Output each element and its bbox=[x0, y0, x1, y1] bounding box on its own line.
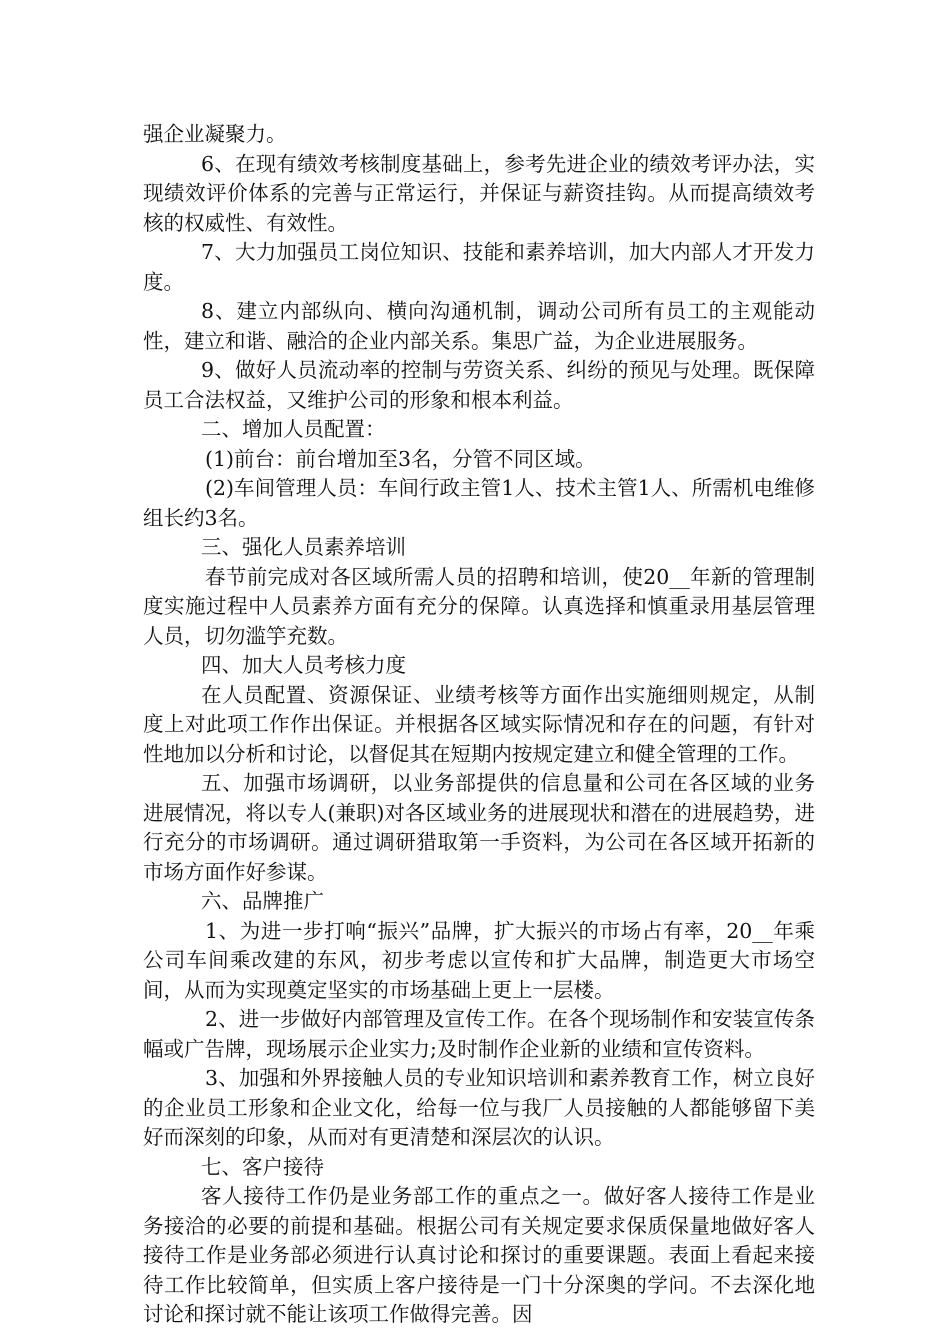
paragraph-market-research: 五、加强市场调研，以业务部提供的信息量和公司在各区域的业务进展情况，将以专人(兼职)对各区域业务的进展现状和潜在的进展趋势，进行充分的市场调研。通过调研猎取第一手资料，为公司在各区域开拓新的市场方面作好参谋。 bbox=[143, 771, 815, 884]
section-heading-6: 六、品牌推广 bbox=[201, 889, 324, 913]
paragraph-item-6: 6、在现有绩效考核制度基础上，参考先进企业的绩效考评办法，实现绩效评价体系的完善与正常运行，并保证与薪资挂钩。从而提高绩效考核的权威性、有效性。 bbox=[143, 151, 815, 235]
section-heading-2: 二、增加人员配置： bbox=[201, 417, 386, 441]
paragraph-brand-2: 2、进一步做好内部管理及宣传工作。在各个现场制作和安装宣传条幅或广告牌，现场展示企业实力;及时制作企业新的业绩和宣传资料。 bbox=[143, 1007, 815, 1061]
paragraph-assessment: 在人员配置、资源保证、业绩考核等方面作出实施细则规定，从制度上对此项工作作出保证。并根据各区域实际情况和存在的问题，有针对性地加以分析和讨论，以督促其在短期内按规定建立和健全管理的工作。 bbox=[143, 682, 815, 766]
paragraph-continuation: 强企业凝聚力。 bbox=[143, 122, 287, 146]
section-heading-4: 四、加大人员考核力度 bbox=[201, 653, 406, 677]
section-heading-7: 七、客户接待 bbox=[201, 1154, 324, 1179]
paragraph-item-7: 7、大力加强员工岗位知识、技能和素养培训，加大内部人才开发力度。 bbox=[143, 240, 815, 294]
paragraph-brand-1: 1、为进一步打响“振兴”品牌，扩大振兴的市场占有率，20__年乘公司车间乘改建的东风，初步考虑以宣传和扩大品牌，制造更大市场空间，从而为实现奠定坚实的市场基础上更上一层楼。 bbox=[143, 918, 815, 1002]
paragraph-training: 春节前完成对各区域所需人员的招聘和培训，使20__年新的管理制度实施过程中人员素养方面有充分的保障。认真选择和慎重录用基层管理人员，切勿滥竽充数。 bbox=[143, 564, 815, 648]
paragraph-staffing-2: (2)车间管理人员：车间行政主管1人、技术主管1人、所需机电维修组长约3名。 bbox=[143, 476, 815, 530]
section-heading-3: 三、强化人员素养培训 bbox=[201, 535, 406, 559]
paragraph-item-8: 8、建立内部纵向、横向沟通机制，调动公司所有员工的主观能动性，建立和谐、融洽的企业内部关系。集思广益，为企业进展服务。 bbox=[143, 299, 815, 353]
paragraph-reception: 客人接待工作仍是业务部工作的重点之一。做好客人接待工作是业务接洽的必要的前提和基础。根据公司有关规定要求保质保量地做好客人接待工作是业务部必须进行认真讨论和探讨的重要课题。表面上看起来接待工作比较简单，但实质上客户接待是一门十分深奥的学问。不去深化地讨论和探讨就不能让该项工作做得完善。因 bbox=[143, 1184, 815, 1326]
paragraph-brand-3: 3、加强和外界接触人员的专业知识培训和素养教育工作，树立良好的企业员工形象和企业文化，给每一位与我厂人员接触的人都能够留下美好而深刻的印象，从而对有更清楚和深层次的认识。 bbox=[143, 1066, 815, 1149]
paragraph-staffing-1: (1)前台：前台增加至3名，分管不同区域。 bbox=[205, 446, 596, 471]
document-page bbox=[143, 120, 815, 1330]
paragraph-item-9: 9、做好人员流动率的控制与劳资关系、纠纷的预见与处理。既保障员工合法权益，又维护公司的形象和根本利益。 bbox=[143, 358, 815, 412]
